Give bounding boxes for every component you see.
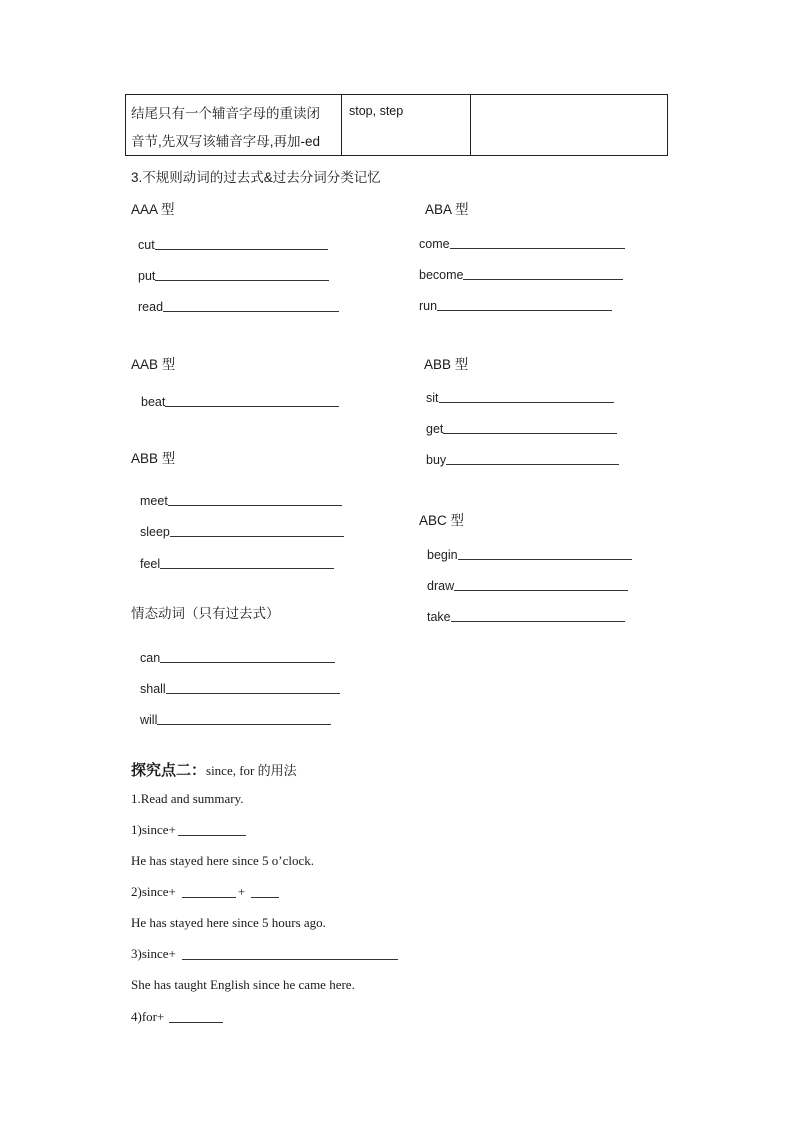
aba-item-run bbox=[419, 297, 612, 313]
since-blank-1[interactable] bbox=[178, 835, 246, 836]
aab-item-beat bbox=[141, 393, 339, 409]
since-blank-2a[interactable] bbox=[182, 897, 236, 898]
rule-description-cell bbox=[126, 95, 342, 155]
answer-blank[interactable] bbox=[157, 724, 331, 725]
modal-item-will bbox=[140, 711, 331, 727]
since-blank-2b[interactable] bbox=[251, 897, 279, 898]
abb-item-buy bbox=[426, 451, 619, 467]
section-3-heading: 3.不规则动词的过去式&过去分词分类记忆 bbox=[131, 170, 381, 185]
answer-blank[interactable] bbox=[166, 693, 340, 694]
verb-word: shall bbox=[140, 682, 166, 696]
aaa-item-cut bbox=[138, 236, 328, 252]
verb-word: become bbox=[419, 268, 464, 282]
aba-item-come bbox=[419, 235, 625, 251]
abb-item-sleep bbox=[140, 523, 344, 539]
since-blank-3[interactable] bbox=[182, 959, 398, 960]
abc-item-take bbox=[427, 608, 625, 624]
aaa-item-read bbox=[138, 298, 339, 314]
aaa-type-label: AAA 型 bbox=[131, 202, 175, 217]
since-item-1 bbox=[131, 822, 246, 838]
since-example-2: He has stayed here since 5 hours ago. bbox=[131, 915, 326, 930]
verb-word: sit bbox=[426, 391, 439, 405]
verb-word: get bbox=[426, 422, 444, 436]
since-item-3 bbox=[131, 946, 398, 962]
since-example-1: He has stayed here since 5 o’clock. bbox=[131, 853, 315, 868]
answer-blank[interactable] bbox=[451, 621, 625, 622]
answer-blank[interactable] bbox=[439, 402, 614, 403]
answer-blank[interactable] bbox=[165, 406, 339, 407]
verb-word: run bbox=[419, 299, 438, 313]
verb-word: take bbox=[427, 610, 451, 624]
answer-blank[interactable] bbox=[450, 248, 625, 249]
verb-word: draw bbox=[427, 579, 455, 593]
verb-word: will bbox=[140, 713, 158, 727]
answer-blank[interactable] bbox=[163, 311, 339, 312]
aaa-item-put bbox=[138, 267, 329, 283]
section-two-title-bold: 探究点二： bbox=[131, 762, 207, 779]
since-item-2 bbox=[131, 884, 279, 900]
rule-line-2: 音节,先双写该辅音字母,再加-ed bbox=[131, 134, 321, 149]
answer-blank[interactable] bbox=[155, 249, 328, 250]
since-item-1-label: 1)since+ bbox=[131, 822, 176, 837]
since-example-3: She has taught English since he came here. bbox=[131, 977, 355, 992]
section-two-title bbox=[131, 759, 297, 780]
abb-type-label-right: ABB 型 bbox=[424, 357, 469, 372]
rule-examples-cell bbox=[342, 95, 471, 155]
abb-type-label-left: ABB 型 bbox=[131, 451, 176, 466]
abb-item-meet bbox=[140, 492, 342, 508]
verb-word: begin bbox=[427, 548, 458, 562]
verb-word: cut bbox=[138, 238, 155, 252]
since-item-3-label: 3)since+ bbox=[131, 946, 176, 961]
for-blank-4[interactable] bbox=[169, 1022, 223, 1023]
answer-blank[interactable] bbox=[155, 280, 329, 281]
since-item-2-plus: + bbox=[237, 884, 246, 899]
verb-word: put bbox=[138, 269, 156, 283]
abb-item-feel bbox=[140, 555, 334, 571]
answer-blank[interactable] bbox=[160, 662, 335, 663]
for-item-4 bbox=[131, 1009, 223, 1025]
aba-item-become bbox=[419, 266, 623, 282]
answer-blank[interactable] bbox=[437, 310, 612, 311]
verb-word: beat bbox=[141, 395, 166, 409]
abc-item-begin bbox=[427, 546, 632, 562]
since-item-2-label: 2)since+ bbox=[131, 884, 176, 899]
answer-blank[interactable] bbox=[454, 590, 628, 591]
rule-line-1: 结尾只有一个辅音字母的重读闭 bbox=[131, 106, 320, 121]
rule-answer-cell[interactable] bbox=[471, 95, 667, 155]
verb-word: come bbox=[419, 237, 450, 251]
verb-word: buy bbox=[426, 453, 447, 467]
answer-blank[interactable] bbox=[168, 505, 342, 506]
verb-word: read bbox=[138, 300, 164, 314]
answer-blank[interactable] bbox=[160, 568, 334, 569]
answer-blank[interactable] bbox=[170, 536, 344, 537]
abb-item-sit bbox=[426, 389, 614, 405]
modal-verbs-label: 情态动词（只有过去式） bbox=[131, 606, 280, 621]
section-two-title-rest: since, for 的用法 bbox=[206, 763, 297, 778]
abc-type-label: ABC 型 bbox=[419, 513, 465, 528]
rule-examples: stop, step bbox=[349, 104, 404, 118]
read-and-summary: 1.Read and summary. bbox=[131, 791, 244, 806]
answer-blank[interactable] bbox=[463, 279, 623, 280]
modal-item-can bbox=[140, 649, 335, 665]
aab-type-label: AAB 型 bbox=[131, 357, 176, 372]
aba-type-label: ABA 型 bbox=[425, 202, 469, 217]
answer-blank[interactable] bbox=[446, 464, 619, 465]
abb-item-get bbox=[426, 420, 617, 436]
rule-table bbox=[125, 94, 668, 156]
modal-item-shall bbox=[140, 680, 340, 696]
answer-blank[interactable] bbox=[458, 559, 632, 560]
verb-word: sleep bbox=[140, 525, 170, 539]
answer-blank[interactable] bbox=[443, 433, 617, 434]
verb-word: can bbox=[140, 651, 161, 665]
verb-word: feel bbox=[140, 557, 161, 571]
for-item-4-label: 4)for+ bbox=[131, 1009, 165, 1024]
abc-item-draw bbox=[427, 577, 628, 593]
verb-word: meet bbox=[140, 494, 168, 508]
